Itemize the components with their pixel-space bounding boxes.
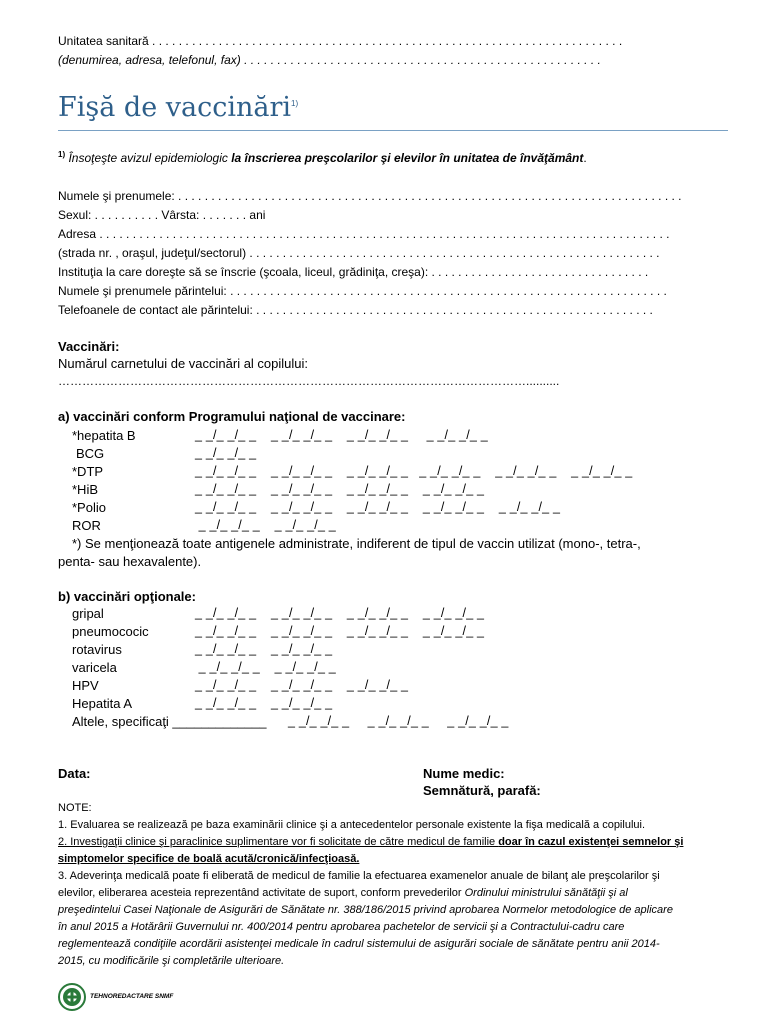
page-title: [58, 92, 298, 123]
vaccine-dates: _ _/_ _/_ _ _ _/_ _/_ _ _ _/_ _/_ _ _ _/_ _/_ _: [195, 428, 488, 442]
card-number-label: Numărul carnetului de vaccinări al copilului:: [58, 356, 309, 371]
vaccine-dates: _ _/_ _/_ _ _ _/_ _/_ _ _ _/_ _/_ _ _ _/_ _/_ _: [195, 624, 485, 638]
vaccine-label: rotavirus: [72, 642, 122, 657]
unit-details: (denumirea, adresa, telefonul, fax) . . . . . . . . . . . . . . . . . . . . . . . . . . . . . . . . . . . . . . . . . . . . . . . . . . . . . .: [58, 53, 601, 67]
other-vaccine-label: Altele, specificaţi _____________: [72, 714, 267, 729]
field-address: Adresa . . . . . . . . . . . . . . . . . . . . . . . . . . . . . . . . . . . . . . . . . . . . . . . . . . . . . . . . . . . . . . . . . . . . . . . . . . . . . . . . . . . . . .: [58, 227, 670, 241]
note-2-continued: simptomelor specifice de boală acută/cronică/infecţioasă.: [58, 853, 360, 865]
date-label: Data:: [58, 766, 91, 781]
note-3-line2-text: elevilor, eliberarea acesteia reprezentând activitate de suport, conform prevederilor: [58, 887, 465, 899]
field-address-details: (strada nr. , oraşul, judeţul/sectorul) . . . . . . . . . . . . . . . . . . . . . . . . . . . . . . . . . . . . . . . . . . . . . . . . . . . . . . . . . . . . . .: [58, 246, 660, 260]
unit-line: Unitatea sanitară . . . . . . . . . . . . . . . . . . . . . . . . . . . . . . . . . . . . . . . . . . . . . . . . . . . . . . . . . . . . . . . . . . . . . . .: [58, 34, 623, 48]
footer-brand: TEHNOREDACTARE SNMF: [90, 993, 174, 1000]
vaccine-label: *hepatita B: [72, 428, 136, 443]
vaccinations-heading: Vaccinări:: [58, 339, 120, 354]
vaccine-label: Hepatita A: [72, 696, 132, 711]
footnote: [58, 150, 587, 165]
vaccine-dates: _ _/_ _/_ _ _ _/_ _/_ _ _ _/_ _/_ _: [195, 678, 409, 692]
vaccine-dates: _ _/_ _/_ _ _ _/_ _/_ _: [195, 696, 333, 710]
vaccine-dates: _ _/_ _/_ _ _ _/_ _/_ _ _ _/_ _/_ _ _ _/_ _/_ _ _ _/_ _/_ _: [195, 500, 561, 514]
vaccine-label: *DTP: [72, 464, 104, 479]
vaccine-dates: _ _/_ _/_ _ _ _/_ _/_ _: [195, 518, 336, 532]
vaccine-label: BCG: [76, 446, 105, 461]
title-text: Fişă de vaccinări: [58, 92, 292, 123]
note-1: 1. Evaluarea se realizează pe baza examinării clinice şi a antecedentelor personale existente la fişa medicală a copilului.: [58, 819, 646, 831]
note-3-line2-italic: Ordinului ministrului sănătăţii şi al: [464, 887, 628, 899]
vaccine-dates: _ _/_ _/_ _ _ _/_ _/_ _ _ _/_ _/_ _ _ _/_ _/_ _ _ _/_ _/_ _ _ _/_ _/_ _: [195, 464, 633, 478]
signature-stamp-label: Semnătură, parafă:: [423, 783, 541, 798]
note-3-line2: [58, 887, 628, 899]
vaccine-label: gripal: [72, 606, 104, 621]
field-parents: Numele şi prenumele părintelui: . . . . . . . . . . . . . . . . . . . . . . . . . . . . . . . . . . . . . . . . . . . . . . . . . . . . . . . . . . . . . . . . . .: [58, 284, 667, 298]
footnote-text-a: Însoţeşte avizul epidemiologic: [65, 151, 232, 165]
vaccine-label: pneumococic: [72, 624, 149, 639]
footnote-text-c: .: [583, 151, 587, 165]
snmf-logo-icon: [58, 983, 86, 1011]
note-3-line4: în anul 2015 a Hotărârii Guvernului nr. 400/2014 pentru aprobarea pachetelor de servicii şi a Contractului-cadru care: [58, 921, 625, 933]
doctor-name-label: Nume medic:: [423, 766, 505, 781]
vaccine-dates: _ _/_ _/_ _ _ _/_ _/_ _ _ _/_ _/_ _ _ _/_ _/_ _: [195, 482, 485, 496]
note-3-line3: preşedintelui Casei Naţionale de Asigurări de Sănătate nr. 388/186/2015 privind aprobarea Normelor metodologice de aplicare: [58, 904, 673, 916]
vaccine-dates: _ _/_ _/_ _ _ _/_ _/_ _ _ _/_ _/_ _ _ _/_ _/_ _: [195, 606, 485, 620]
antigen-note-line2: penta- sau hexavalente).: [58, 554, 202, 569]
note-3-line6: 2015, cu modificările şi completările ulterioare.: [58, 955, 285, 967]
field-parents-phone: Telefoanele de contact ale părintelui: . . . . . . . . . . . . . . . . . . . . . . . . . . . . . . . . . . . . . . . . . . . . . . . . . . . . . . . . . . . .: [58, 303, 653, 317]
note-2-text: 2. Investigaţii clinice şi paraclinice suplimentare vor fi solicitate de către medicul de familie: [58, 836, 499, 848]
antigen-note-line1: *) Se menţionează toate antigenele administrate, indiferent de tipul de vaccin utilizat (mono-, tetra-,: [72, 536, 641, 551]
title-rule: [58, 130, 728, 131]
other-vaccine-dates: _ _/_ _/_ _ _ _/_ _/_ _ _ _/_ _/_ _: [288, 714, 509, 728]
vaccine-label: HPV: [72, 678, 99, 693]
section-b-heading: b) vaccinări opţionale:: [58, 589, 196, 604]
note-2: [58, 836, 683, 848]
field-sex-age: Sexul: . . . . . . . . . . Vârsta: . . . . . . . ani: [58, 208, 266, 222]
vaccine-dates: _ _/_ _/_ _ _ _/_ _/_ _: [195, 642, 333, 656]
note-2-emphasis: doar în cazul existenţei semnelor şi: [498, 836, 684, 848]
note-3-line1: 3. Adeverinţa medicală poate fi eliberată de medicul de familie la efectuarea examenelor anuale de bilanţ ale preşcolarilor şi: [58, 870, 660, 882]
vaccine-label: *HiB: [72, 482, 99, 497]
vaccine-label: varicela: [72, 660, 117, 675]
vaccine-dates: _ _/_ _/_ _: [195, 446, 257, 460]
field-institution: Instituţia la care doreşte să se înscrie (şcoala, liceul, grădiniţa, creşa): . . . . . . . . . . . . . . . . . . . . . . . . . . . . . . . . .: [58, 265, 649, 279]
footnote-text-b: la înscrierea preşcolarilor şi elevilor în unitatea de învăţământ: [231, 151, 584, 165]
card-number-dots: ………………………………………………………………………………………………………..........: [58, 374, 560, 388]
section-a-heading: a) vaccinări conform Programului naţional de vaccinare:: [58, 409, 406, 424]
note-3-line5: reglementează condiţiile acordării asistenţei medicale în cadrul sistemului de asigurări sociale de sănătate pentru anii 2014-: [58, 938, 660, 950]
vaccine-dates: _ _/_ _/_ _ _ _/_ _/_ _: [195, 660, 336, 674]
footnote-marker: 1): [58, 150, 66, 159]
vaccine-label: *Polio: [72, 500, 106, 515]
title-sup: 1): [291, 99, 299, 108]
vaccine-label: ROR: [72, 518, 101, 533]
notes-heading: NOTE:: [58, 802, 92, 814]
field-name: Numele şi prenumele: . . . . . . . . . . . . . . . . . . . . . . . . . . . . . . . . . . . . . . . . . . . . . . . . . . . . . . . . . . . . . . . . . . . . . . . . . . . .: [58, 189, 682, 203]
